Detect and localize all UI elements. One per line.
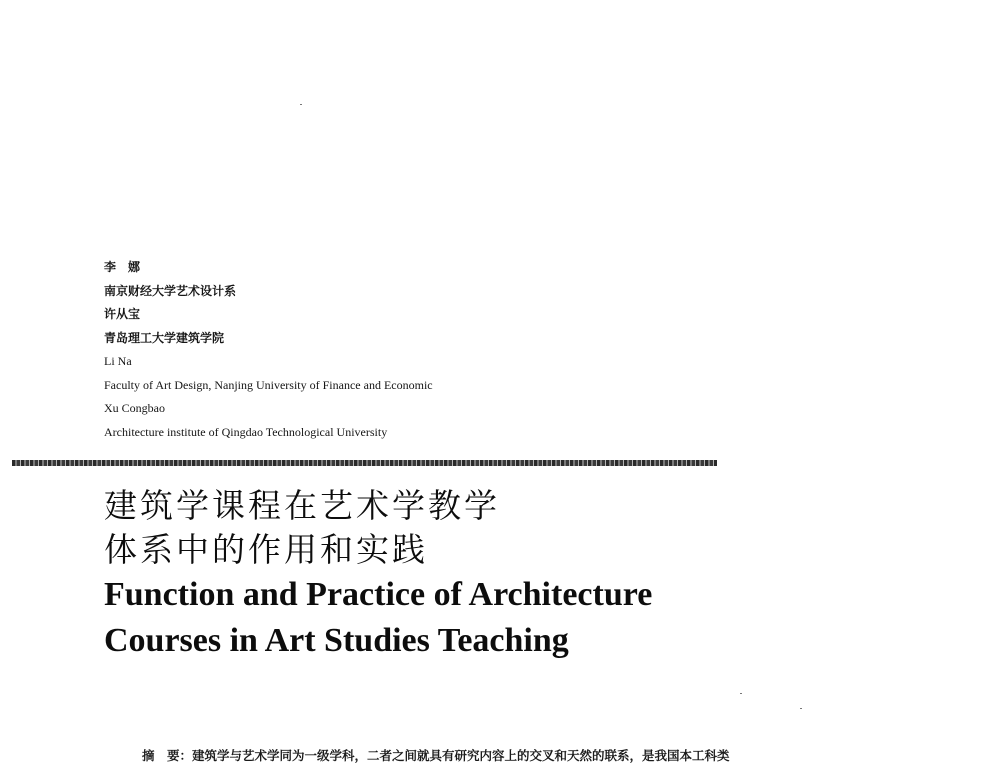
author-en-affiliation-2: Architecture institute of Qingdao Technological University bbox=[104, 424, 388, 439]
author-cn-affiliation-1: 南京财经大学艺术设计系 bbox=[104, 283, 237, 298]
author-en-affiliation-1: Faculty of Art Design, Nanjing University of Finance and Economic bbox=[104, 377, 433, 392]
abstract-first-line: 摘 要：建筑学与艺术学同为一级学科，二者之间就具有研究内容上的交叉和天然的联系，是我国本工科类 bbox=[142, 748, 730, 763]
author-en-name-1: Li Na bbox=[104, 354, 132, 368]
title-block bbox=[104, 484, 652, 664]
author-cn-affiliation-2: 青岛理工大学建筑学院 bbox=[104, 330, 225, 345]
title-en-line-2: Courses in Art Studies Teaching bbox=[104, 622, 569, 659]
title-cn-line-1: 建筑学课程在艺术学教学 bbox=[104, 486, 500, 525]
scan-speck bbox=[800, 708, 802, 709]
title-cn-line-2: 体系中的作用和实践 bbox=[104, 530, 428, 569]
author-block bbox=[104, 256, 433, 444]
section-divider-rule bbox=[12, 460, 717, 466]
title-en-line-1: Function and Practice of Architecture bbox=[104, 576, 653, 613]
scan-speck bbox=[300, 104, 302, 105]
author-cn-name-2: 许从宝 bbox=[104, 307, 141, 321]
author-cn-name-1: 李 娜 bbox=[104, 260, 141, 274]
scan-speck bbox=[740, 693, 742, 694]
author-en-name-2: Xu Congbao bbox=[104, 401, 165, 415]
